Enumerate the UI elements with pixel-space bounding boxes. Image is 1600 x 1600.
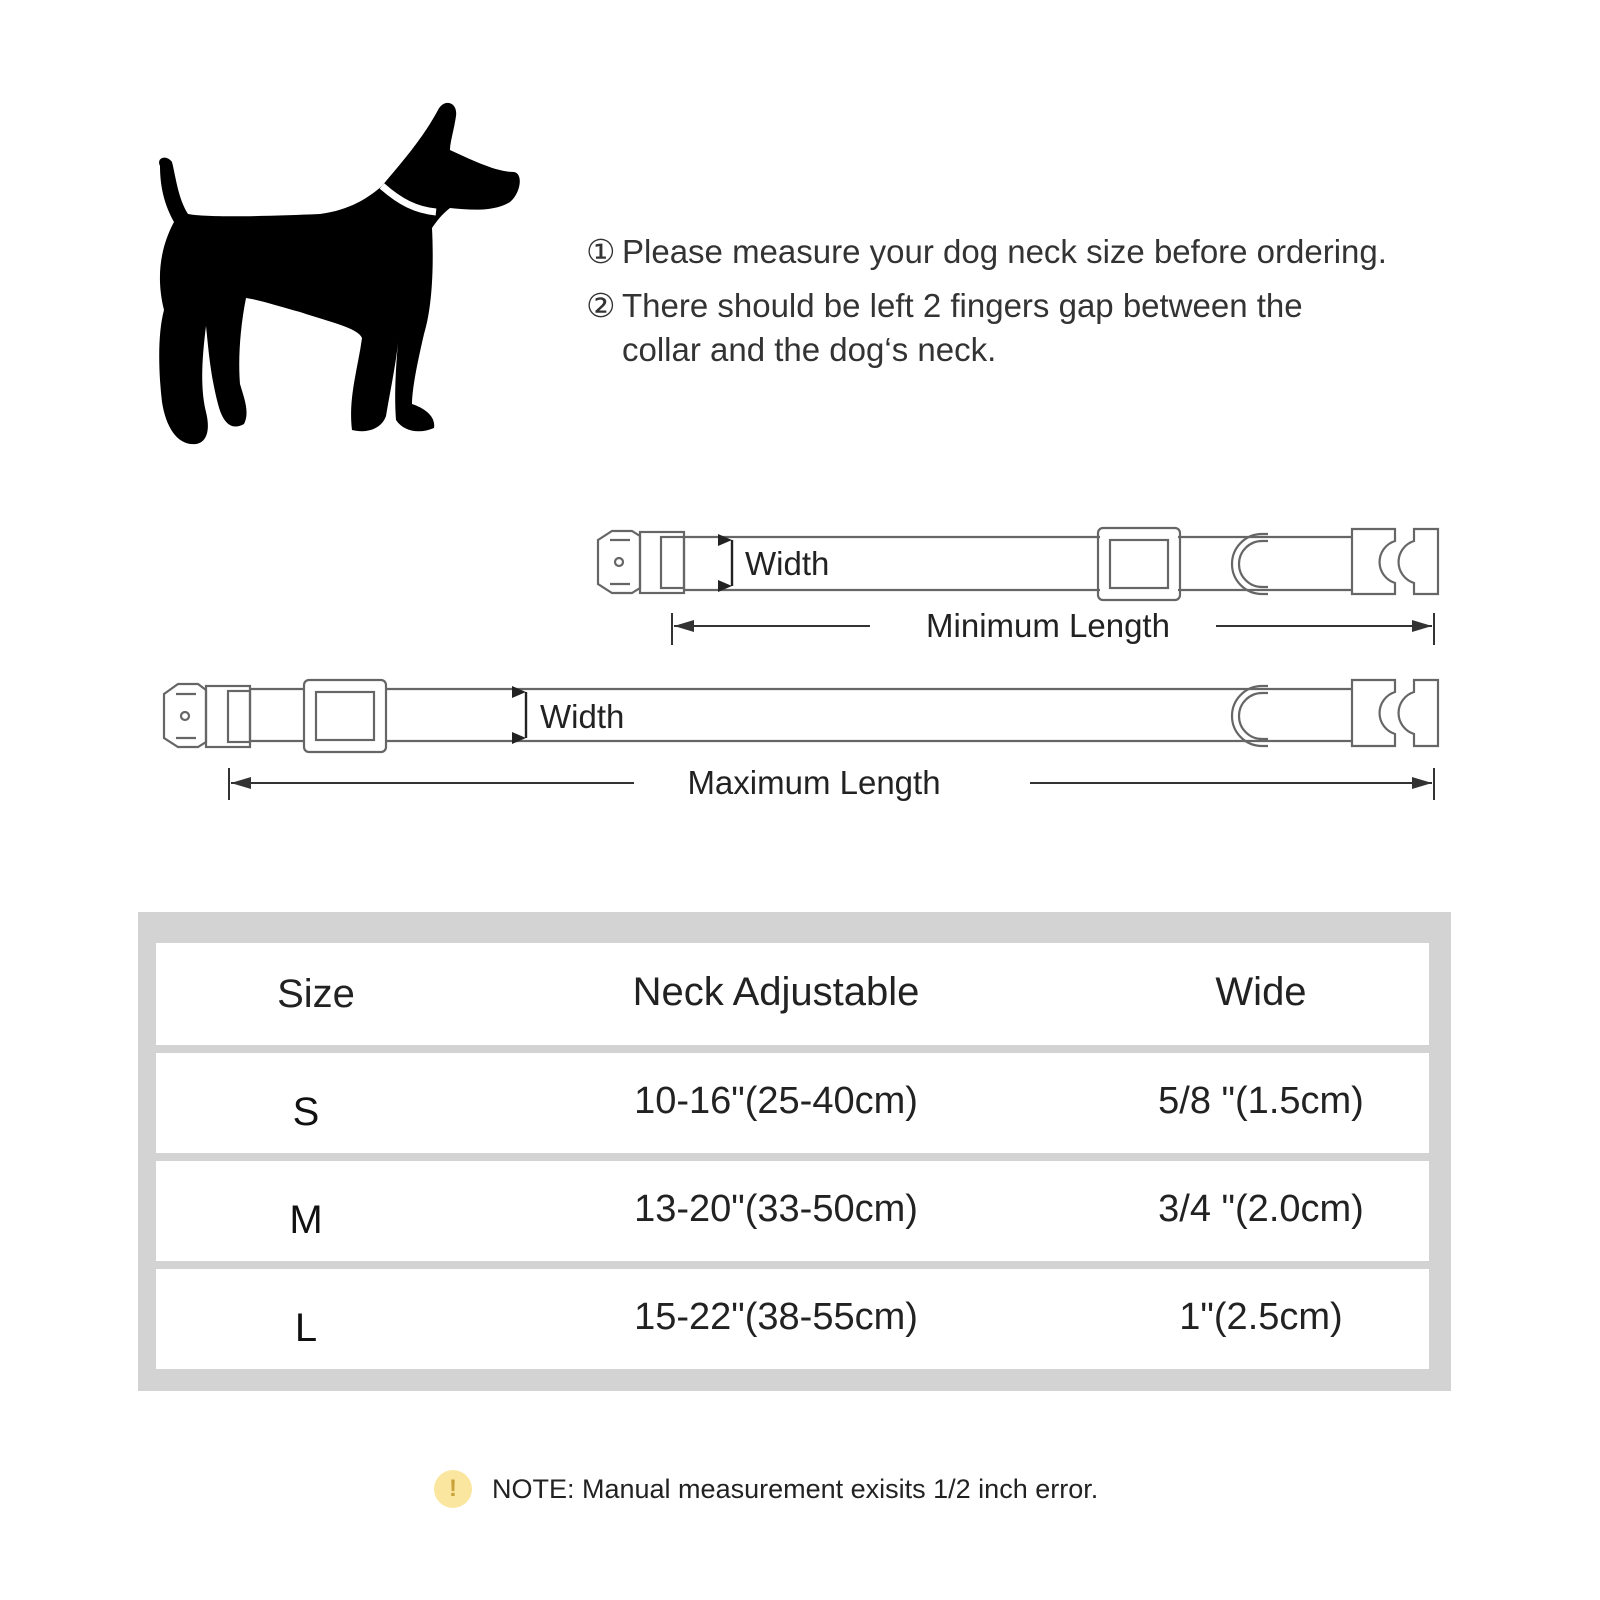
header-wide: Wide (1215, 969, 1307, 1014)
neck-cell: 15-22"(38-55cm) (634, 1295, 918, 1338)
instruction-1-text: Please measure your dog neck size before ordering. (622, 233, 1387, 270)
header-size: Size (277, 971, 355, 1016)
instruction-2-text-line2: collar and the dog‘s neck. (622, 331, 997, 368)
max-length-label: Maximum Length (687, 764, 941, 801)
step-number-2: ② (586, 287, 616, 324)
note-text: NOTE: Manual measurement exisits 1/2 inch error. (492, 1473, 1099, 1504)
table-row (156, 1269, 1429, 1369)
min-collar (598, 528, 1438, 600)
note (434, 1468, 1098, 1510)
neck-cell: 13-20"(33-50cm) (634, 1187, 918, 1230)
min-length-label: Minimum Length (926, 607, 1170, 644)
table-row (156, 1053, 1429, 1153)
size-cell: M (289, 1197, 323, 1242)
header-neck-adjustable: Neck Adjustable (632, 969, 920, 1014)
table-header-row (156, 943, 1429, 1045)
wide-cell: 5/8 "(1.5cm) (1158, 1079, 1364, 1122)
size-cell: S (292, 1089, 320, 1134)
step-number-1: ① (586, 233, 616, 270)
min-width-label: Width (745, 545, 830, 582)
max-width-label: Width (540, 698, 625, 735)
wide-cell: 1"(2.5cm) (1179, 1295, 1343, 1338)
warning-icon: ! (434, 1470, 472, 1508)
neck-cell: 10-16"(25-40cm) (634, 1079, 918, 1122)
size-cell: L (294, 1305, 318, 1350)
table-row (156, 1161, 1429, 1261)
wide-cell: 3/4 "(2.0cm) (1158, 1187, 1364, 1230)
instruction-2-text-line1: There should be left 2 fingers gap between the (622, 287, 1303, 324)
max-collar (164, 680, 1438, 752)
